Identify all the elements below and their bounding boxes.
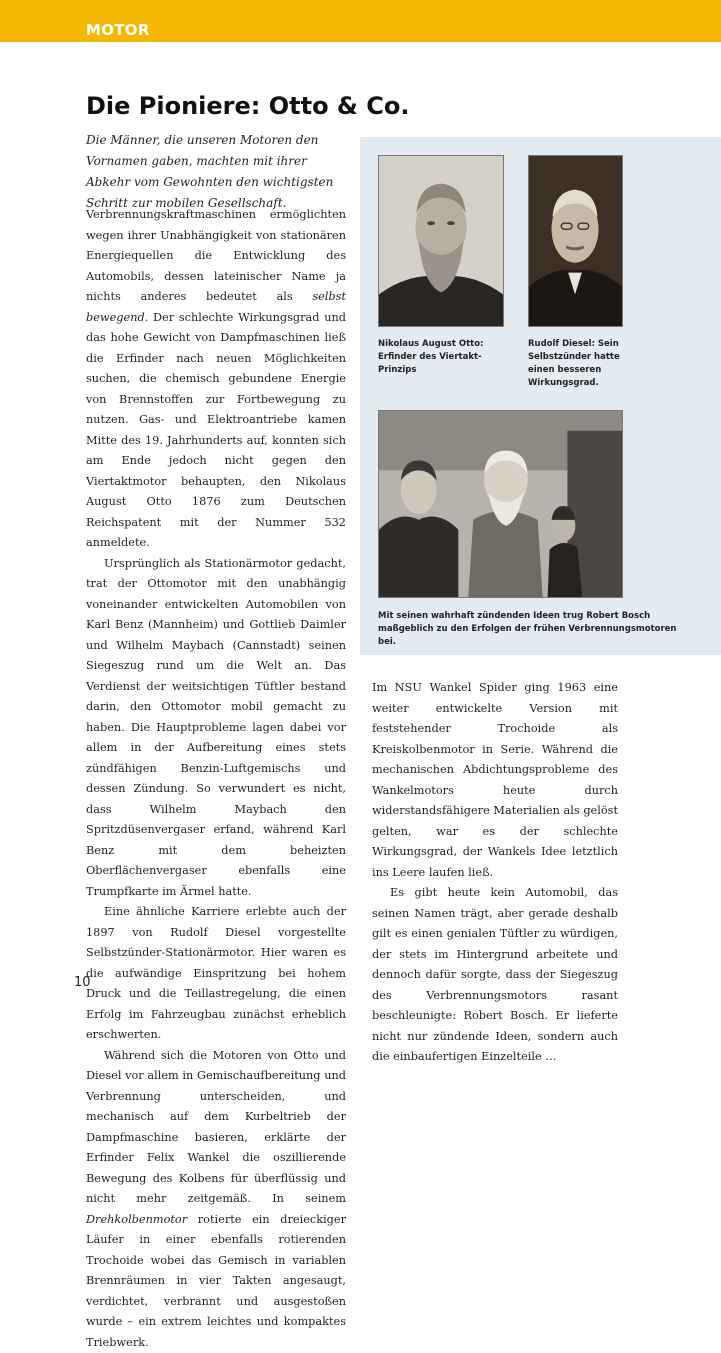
right-text-column [372,678,618,1068]
article-title: Die Pioniere: Otto & Co. [86,92,409,120]
section-label: MOTOR [86,21,150,39]
section-header-bar [0,0,721,42]
bosch-group-photo [378,410,623,598]
left-text-column [86,205,346,1353]
page-number: 10 [74,975,91,990]
paragraph-6: Es gibt heute kein Automobil, das seinen Namen trägt, aber gerade deshalb gilt es einen genialen Tüftler zu würdigen, der stets im Hintergrund arbeitete und dennoch dafür sorgte, dass der Siegeszug des Verbrennungsmotors rasant beschleunigte: Robert Bosch. Er lieferte nicht nur zündende Ideen, sondern auch die einbaufertigen Einzelteile … [372,883,618,1068]
bosch-caption: Mit seinen wahrhaft zündenden Ideen trug Robert Bosch maßgeblich zu den Erfolgen der frühen Verbrennungsmotoren bei. [378,610,678,649]
diesel-portrait-photo [528,155,623,327]
diesel-caption: Rudolf Diesel: Sein Selbstzünder hatte einen besseren Wirkungsgrad. [528,338,638,390]
paragraph-5: Im NSU Wankel Spider ging 1963 eine weiter entwickelte Version mit feststehender Trochoide als Kreiskolbenmotor in Serie. Während die mechanischen Abdichtungsprobleme des Wankelmotors heute durch widerstandsfähigere Materialien als gelöst gelten, war es der schlechte Wirkungsgrad, der Wankels Idee letztlich ins Leere laufen ließ. [372,678,618,883]
paragraph-2: Ursprünglich als Stationärmotor gedacht, trat der Ottomotor mit den unabhängig voneinander entwickelten Automobilen von Karl Benz (Mannheim) und Gottlieb Daimler und Wilhelm Maybach (Cannstadt) seinen Siegeszug rund um die Welt an. Das Verdienst der weitsichtigen Tüftler bestand darin, den Ottomotor mobil gemacht zu haben. Die Hauptprobleme lagen dabei vor allem in der Aufbereitung eines stets zündfähigen Benzin-Luftgemischs und dessen Zündung. So verwundert es nicht, dass Wilhelm Maybach den Spritzdüsenvergaser erfand, während Karl Benz mit dem beheizten Oberflächenvergaser ebenfalls eine Trumpfkarte im Ärmel hatte. [86,554,346,903]
otto-caption: Nikolaus August Otto: Erfinder des Viertakt-Prinzips [378,338,518,377]
article-lead: Die Männer, die unseren Motoren den Vornamen gaben, machten mit ihrer Abkehr vom Gewohnten den wichtigsten Schritt zur mobilen Gesellschaft. [86,130,346,214]
paragraph-3: Eine ähnliche Karriere erlebte auch der 1897 von Rudolf Diesel vorgestellte Selbstzünder-Stationärmotor. Hier waren es die aufwändige Einspritzung bei hohem Druck und die Teillastregelung, die einen Erfolg im Fahrzeugbau zunächst erheblich erschwerten. [86,902,346,1046]
paragraph-1: Verbrennungskraftmaschinen ermöglichten wegen ihrer Unabhängigkeit von stationären Energiequellen die Entwicklung des Automobils, dessen lateinischer Name ja nichts anderes bedeutet als selbst bewegend. Der schlechte Wirkungsgrad und das hohe Gewicht von Dampfmaschinen ließ die Erfinder nach neuen Möglichkeiten suchen, die chemisch gebundene Energie von Brennstoffen zur Fortbewegung zu nutzen. Gas- und Elektroantriebe kamen Mitte des 19. Jahrhunderts auf, konnten sich am Ende jedoch nicht gegen den Viertaktmotor behaupten, den Nikolaus August Otto 1876 zum Deutschen Reichspatent mit der Nummer 532 anmeldete. [86,205,346,554]
otto-portrait-photo [378,155,504,327]
paragraph-4: Während sich die Motoren von Otto und Diesel vor allem in Gemischaufbereitung und Verbrennung unterscheiden, und mechanisch auf dem Kurbeltrieb der Dampfmaschine basieren, erklärte der Erfinder Felix Wankel die oszillierende Bewegung des Kolbens für überflüssig und nicht mehr zeitgemäß. In seinem Drehkolbenmotor rotierte ein dreieckiger Läufer in einer ebenfalls rotierenden Trochoide wobei das Gemisch in variablen Brennräumen in vier Takten angesaugt, verdichtet, verbrannt und ausgestoßen wurde – ein extrem leichtes und kompaktes Triebwerk. [86,1046,346,1353]
